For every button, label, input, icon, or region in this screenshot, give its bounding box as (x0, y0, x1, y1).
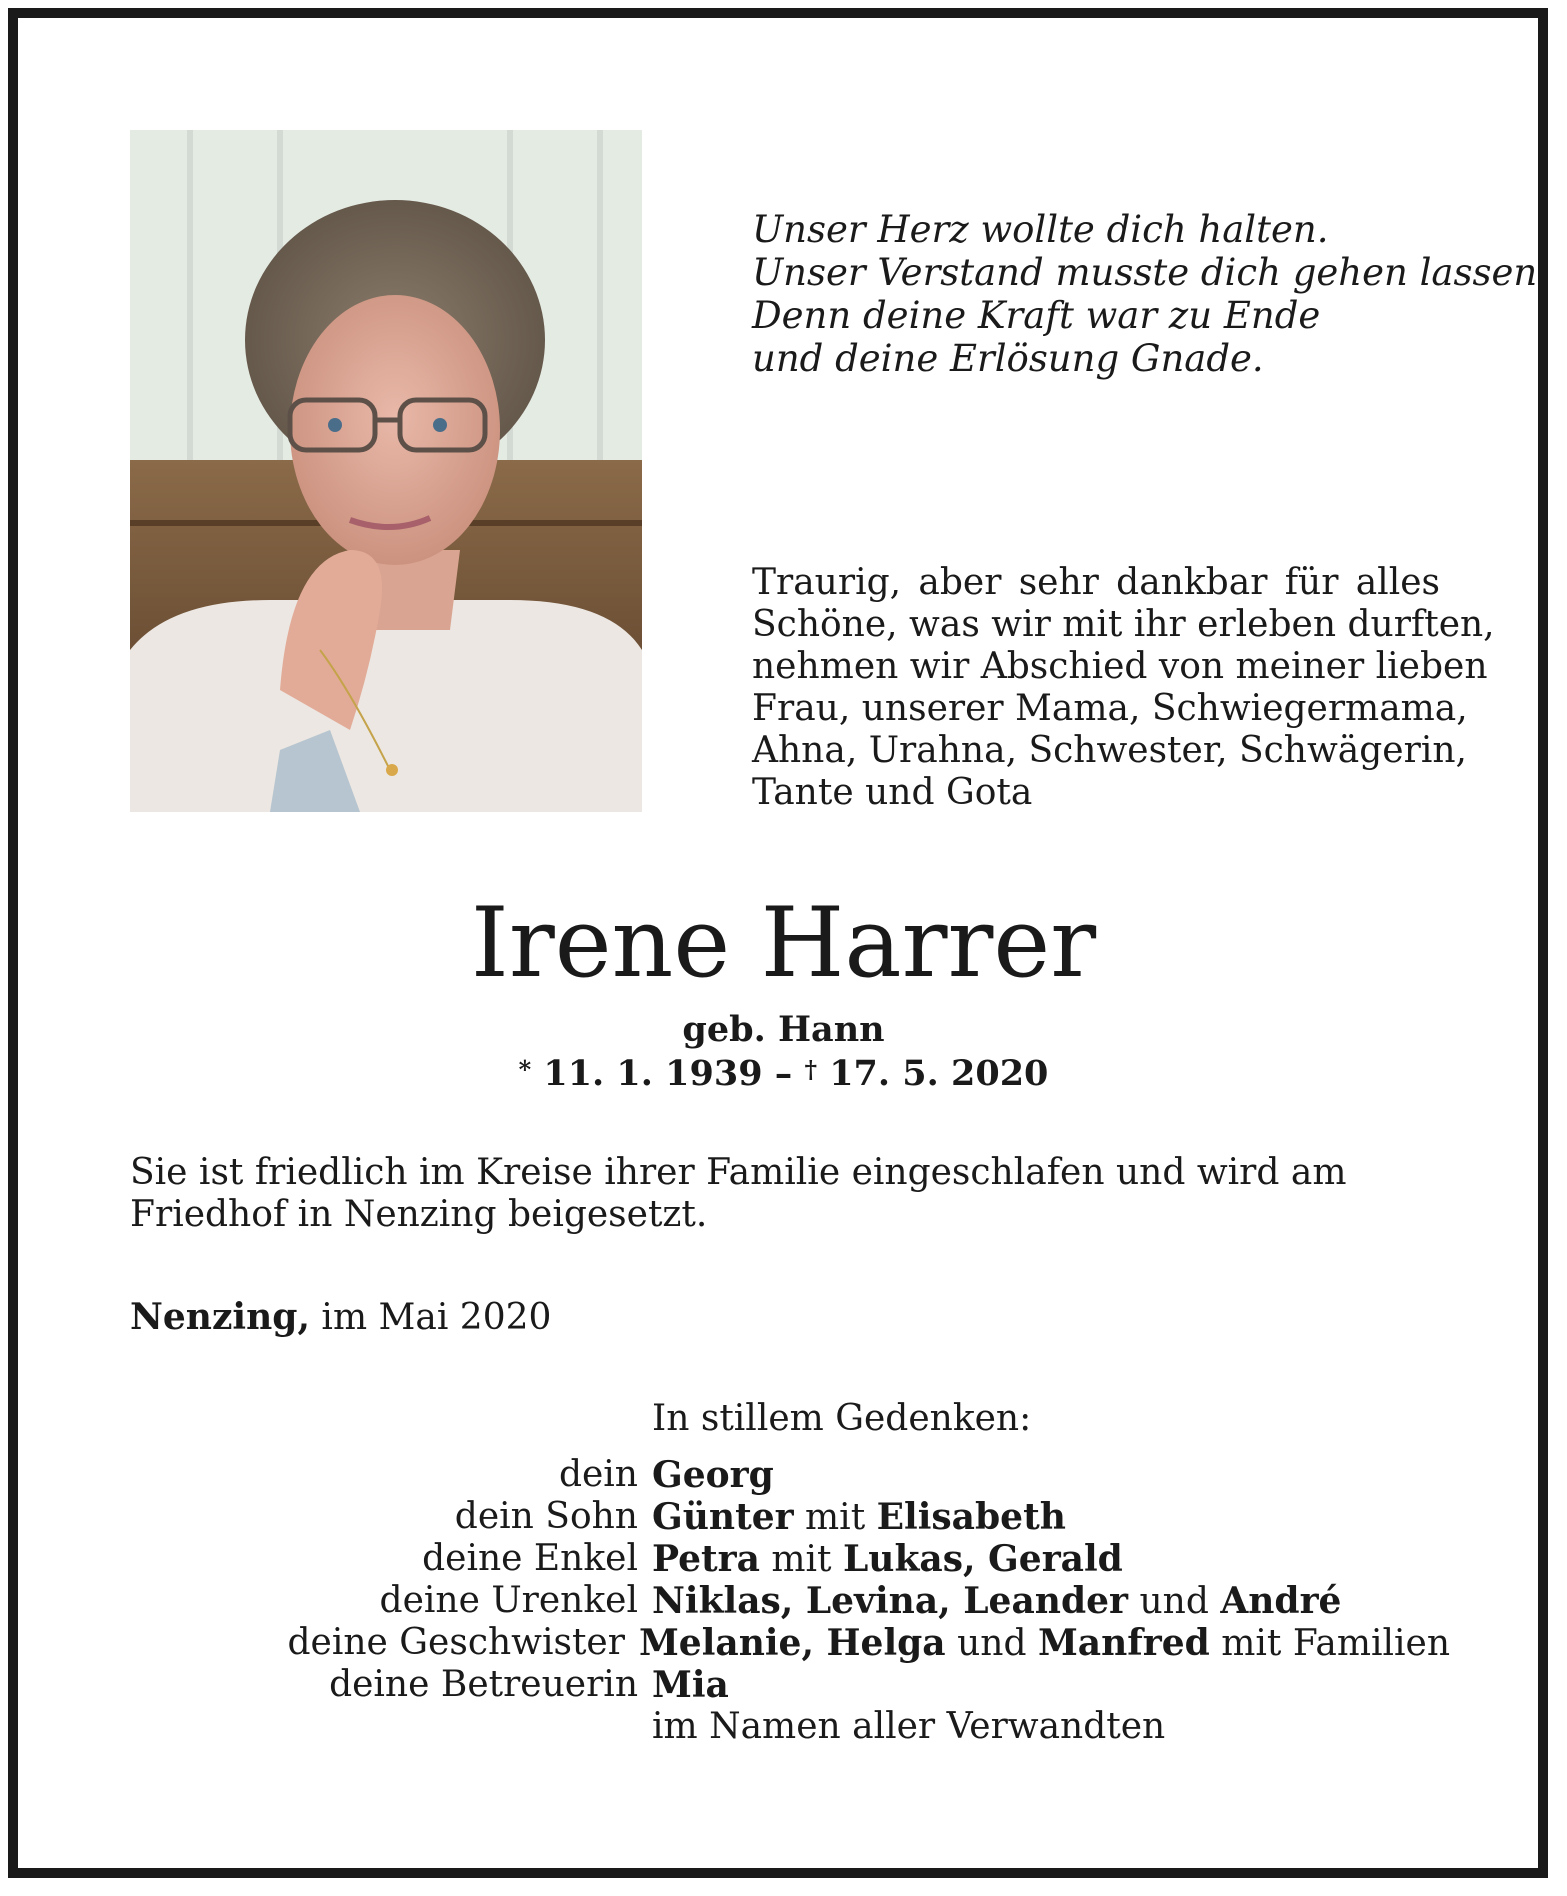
burial-message: Sie ist friedlich im Kreise ihrer Familie eingeschlafen und wird am Friedhof in Nenzing beigesetzt. (130, 1152, 1347, 1235)
mourner-row (130, 1454, 1450, 1496)
mourner-names (652, 1538, 1123, 1580)
mourner-connector: mit (759, 1539, 843, 1580)
intro-line: Tante und Gota (752, 772, 1033, 813)
mourner-names (652, 1496, 1066, 1538)
intro-line: nehmen wir Abschied von meiner lieben (752, 646, 1488, 687)
mourner-row (130, 1538, 1450, 1580)
mourner-relation: deine Urenkel (379, 1580, 638, 1621)
mourner-name: Mia (652, 1664, 729, 1706)
mourner-relation: dein (558, 1454, 638, 1495)
mourner-names (652, 1454, 774, 1496)
deceased-name: Irene Harrer (470, 887, 1097, 999)
birth-symbol: * (518, 1055, 532, 1084)
mourner-row (130, 1496, 1450, 1538)
mourner-names (652, 1580, 1341, 1622)
place-date: im Mai 2020 (309, 1297, 552, 1338)
mourner-names (652, 1664, 729, 1706)
memorial-poem (752, 208, 1549, 380)
mourners-list (130, 1454, 1450, 1706)
mourner-relation: deine Enkel (422, 1538, 638, 1579)
mourner-relation: deine Betreuerin (329, 1664, 638, 1705)
poem-line: Unser Herz wollte dich halten. (752, 208, 1329, 251)
mourner-name: André (1220, 1580, 1342, 1622)
date-dash: – (774, 1053, 793, 1094)
farewell-intro (752, 562, 1495, 814)
place-and-date (130, 1296, 551, 1339)
mourner-connector: und (1128, 1581, 1221, 1622)
death-date: 17. 5. 2020 (829, 1053, 1049, 1094)
intro-line: Schöne, was wir mit ihr erleben durften, (752, 604, 1495, 645)
mourner-name: Elisabeth (876, 1496, 1066, 1538)
mourner-name: Manfred (1037, 1622, 1210, 1664)
mourner-name: Lukas, Gerald (842, 1538, 1123, 1580)
death-symbol: † (804, 1055, 817, 1084)
mourner-row (130, 1664, 1450, 1706)
mourner-name: Niklas, Levina, Leander (652, 1580, 1128, 1622)
mourner-connector: mit Familien (1209, 1623, 1450, 1664)
maiden-name: geb. Hann (682, 1009, 885, 1050)
mourner-name: Petra (652, 1538, 760, 1580)
intro-line: Frau, unserer Mama, Schwiegermama, (752, 688, 1468, 729)
mourner-connector: und (945, 1623, 1038, 1664)
mourner-row (130, 1622, 1450, 1664)
intro-line: Traurig, aber sehr dankbar für alles (752, 562, 1440, 603)
mourner-connector: mit (793, 1497, 877, 1538)
mourner-name: Günter (652, 1496, 794, 1538)
mourner-name: Melanie, Helga (638, 1622, 946, 1664)
memory-heading: In stillem Gedenken: (652, 1398, 1032, 1439)
intro-line: Ahna, Urahna, Schwester, Schwägerin, (752, 730, 1467, 771)
mourner-relation: dein Sohn (454, 1496, 638, 1537)
mourner-name: Georg (652, 1454, 774, 1496)
birth-date: 11. 1. 1939 (543, 1053, 763, 1094)
portrait-image (130, 130, 642, 812)
portrait-photo (130, 130, 642, 812)
mourner-names (639, 1622, 1450, 1664)
mourner-relation: deine Geschwister (287, 1622, 625, 1663)
poem-line: und deine Erlösung Gnade. (752, 337, 1264, 380)
poem-line: Unser Verstand musste dich gehen lassen. (752, 251, 1549, 294)
life-dates (0, 1052, 1567, 1096)
poem-line: Denn deine Kraft war zu Ende (752, 294, 1321, 337)
closing-line: im Namen aller Verwandten (652, 1706, 1166, 1747)
mourner-row (130, 1580, 1450, 1622)
place-town: Nenzing, (130, 1296, 310, 1338)
